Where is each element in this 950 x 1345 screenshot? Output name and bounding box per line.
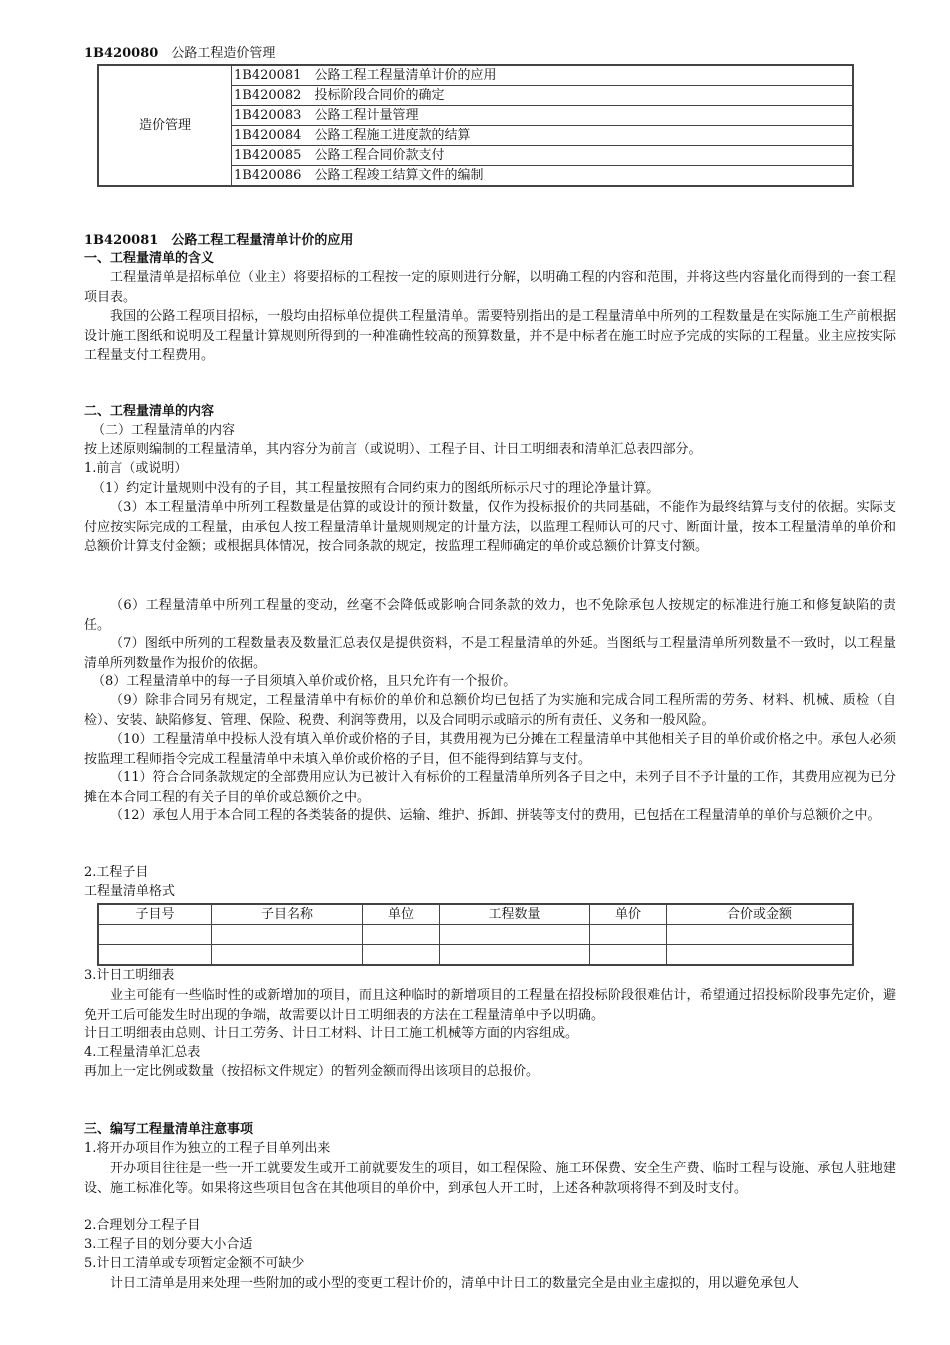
s3-h1: 1.将开办项目作为独立的工程子目单列出来 — [84, 1141, 331, 1156]
toc-item: 1B420082 投标阶段合同价的确定 — [232, 86, 854, 106]
toc-item: 1B420085 公路工程合同价款支付 — [232, 146, 854, 166]
table-row — [98, 945, 853, 966]
col-header: 合价或金额 — [667, 904, 854, 925]
s3-h2: 2.合理划分工程子目 — [84, 1218, 201, 1233]
s2-intro: 按上述原则编制的工程量清单，其内容分为前言（或说明）、工程子目、计日工明细表和清单汇总表四部分。 — [84, 442, 702, 457]
s2-fmt: 工程量清单格式 — [84, 884, 176, 899]
s2-i8: （8）工程量清单中的每一子目须填入单价或价格，且只允许有一个报价。 — [92, 674, 517, 689]
s2-i9: （9）除非合同另有规定，工程量清单中有标价的单价和总额价均已包括了为实施和完成合同工程所需的劳务、材料、机械、质检（自检）、安装、缺陷修复、管理、保险、税费、利润等费用，以及合同明示或暗示的所有责任、义务和一般风险。 — [84, 693, 896, 728]
s2-h2: 2.工程子目 — [84, 865, 149, 880]
section-title — [84, 232, 353, 250]
table-cell — [590, 925, 667, 945]
s2-i11: （11）符合合同条款规定的全部费用应认为已被计入有标价的工程量清单所列各子目之中，未列子目不予计量的工作，其费用应视为已分摊在本合同工程的有关子目的单价或总额价之中。 — [84, 770, 896, 805]
s1-p2: 我国的公路工程项目招标，一般均由招标单位提供工程量清单。需要特别指出的是工程量清单中所列的工程数量是在实际施工生产前根据设计施工图纸和说明及工程量计算规则所得到的一种准确性较高的预算数量，并不是中标者在施工时应予完成的实际的工程量。业主应按实际工程量支付工程费用。 — [84, 309, 896, 363]
toc-category: 造价管理 — [98, 65, 232, 186]
s2-i10: （10）工程量清单中投标人没有填入单价或价格的子目，其费用视为已分摊在工程量清单中其他相关子目的单价或价格之中。承包人必须按监理工程师指令完成工程量清单中未填入单价或价格的子目，但不能得到结算与支付。 — [84, 732, 896, 767]
s2-p3a: 业主可能有一些临时性的或新增加的项目，而且这种临时的新增项目的工程量在招投标阶段很难估计，希望通过招投标阶段事先定价，避免开工后可能发生时出现的争端，故需要以计日工明细表的方法在工程量清单中予以明确。 — [84, 988, 896, 1023]
toc-item: 1B420084 公路工程施工进度款的结算 — [232, 126, 854, 146]
s2-h4: 4.工程量清单汇总表 — [84, 1045, 201, 1060]
table-cell — [98, 945, 212, 966]
table-cell — [440, 945, 590, 966]
item-table — [97, 903, 854, 966]
toc-table — [97, 64, 854, 187]
col-header: 单价 — [590, 904, 667, 925]
chapter-header — [84, 45, 275, 63]
col-header: 子目名称 — [212, 904, 363, 925]
s2-i7: （7）图纸中所列的工程数量表及数量汇总表仅是提供资料，不是工程量清单的外延。当图纸与工程量清单所列数量不一致时，以工程量清单所列数量作为报价的依据。 — [84, 636, 896, 671]
table-cell — [590, 945, 667, 966]
toc-item: 1B420081 公路工程工程量清单计价的应用 — [232, 65, 854, 86]
col-header: 子目号 — [98, 904, 212, 925]
s2-h1: 1.前言（或说明） — [84, 461, 188, 476]
table-cell — [667, 945, 854, 966]
table-cell — [363, 925, 440, 945]
s2-i3: （3）本工程量清单中所列工程数量是估算的或设计的预计数量，仅作为投标报价的共同基础，不能作为最终结算与支付的依据。实际支付应按实际完成的工程量，由承包人按工程量清单计量规则规定的计量方法，以监理工程师认可的尺寸、断面计量，按本工程量清单的单价和总额价计算支付金额；或根据具体情况，按合同条款的规定，按监理工程师确定的单价或总额价计算支付额。 — [84, 500, 896, 554]
section-code: 1B420081 — [84, 233, 159, 248]
s3-h3: 3.工程子目的划分要大小合适 — [84, 1237, 253, 1252]
col-header: 工程数量 — [440, 904, 590, 925]
s2-h3: 3.计日工明细表 — [84, 968, 175, 983]
s3-p1: 开办项目往往是一些一开工就要发生或开工前就要发生的项目，如工程保险、施工环保费、安全生产费、临时工程与设施、承包人驻地建设、施工标准化等。如果将这些项目包含在其他项目的单价中，到承包人开工时，上述各种款项将得不到及时支付。 — [84, 1161, 896, 1196]
s2-sub: （二）工程量清单的内容 — [92, 423, 236, 438]
table-cell — [212, 925, 363, 945]
section-name: 公路工程工程量清单计价的应用 — [171, 233, 354, 248]
chapter-title: 公路工程造价管理 — [171, 46, 276, 61]
s3-p5: 计日工清单是用来处理一些附加的或小型的变更工程计价的，清单中计日工的数量完全是由业主虚拟的，用以避免承包人 — [110, 1276, 800, 1291]
table-cell — [440, 925, 590, 945]
s3-heading: 三、编写工程量清单注意事项 — [84, 1122, 254, 1137]
table-cell — [98, 925, 212, 945]
table-cell — [667, 925, 854, 945]
table-row — [98, 65, 853, 86]
col-header: 单位 — [363, 904, 440, 925]
s1-heading: 一、工程量清单的含义 — [84, 251, 215, 266]
table-header-row — [98, 904, 853, 925]
s1-p1: 工程量清单是招标单位（业主）将要招标的工程按一定的原则进行分解，以明确工程的内容和范围，并将这些内容量化而得到的一套工程项目表。 — [84, 270, 896, 305]
table-row — [98, 925, 853, 945]
table-cell — [212, 945, 363, 966]
toc-item: 1B420086 公路工程竣工结算文件的编制 — [232, 166, 854, 187]
s2-p4: 再加上一定比例或数量（按招标文件规定）的暂列金额而得出该项目的总报价。 — [84, 1064, 540, 1079]
table-cell — [363, 945, 440, 966]
s2-i6: （6）工程量清单中所列工程量的变动，丝毫不会降低或影响合同条款的效力，也不免除承包人按规定的标准进行施工和修复缺陷的责任。 — [84, 598, 896, 633]
s2-heading: 二、工程量清单的内容 — [84, 404, 215, 419]
chapter-code: 1B420080 — [84, 46, 159, 61]
s2-p3b: 计日工明细表由总则、计日工劳务、计日工材料、计日工施工机械等方面的内容组成。 — [84, 1026, 579, 1041]
s3-h5: 5.计日工清单或专项暂定金额不可缺少 — [84, 1256, 305, 1271]
toc-item: 1B420083 公路工程计量管理 — [232, 106, 854, 126]
s2-i12: （12）承包人用于本合同工程的各类装备的提供、运输、维护、拆卸、拼装等支付的费用，已包括在工程量清单的单价与总额价之中。 — [110, 808, 881, 823]
s2-i1: （1）约定计量规则中没有的子目，其工程量按照有合同约束力的图纸所标示尺寸的理论净量计算。 — [92, 481, 660, 496]
